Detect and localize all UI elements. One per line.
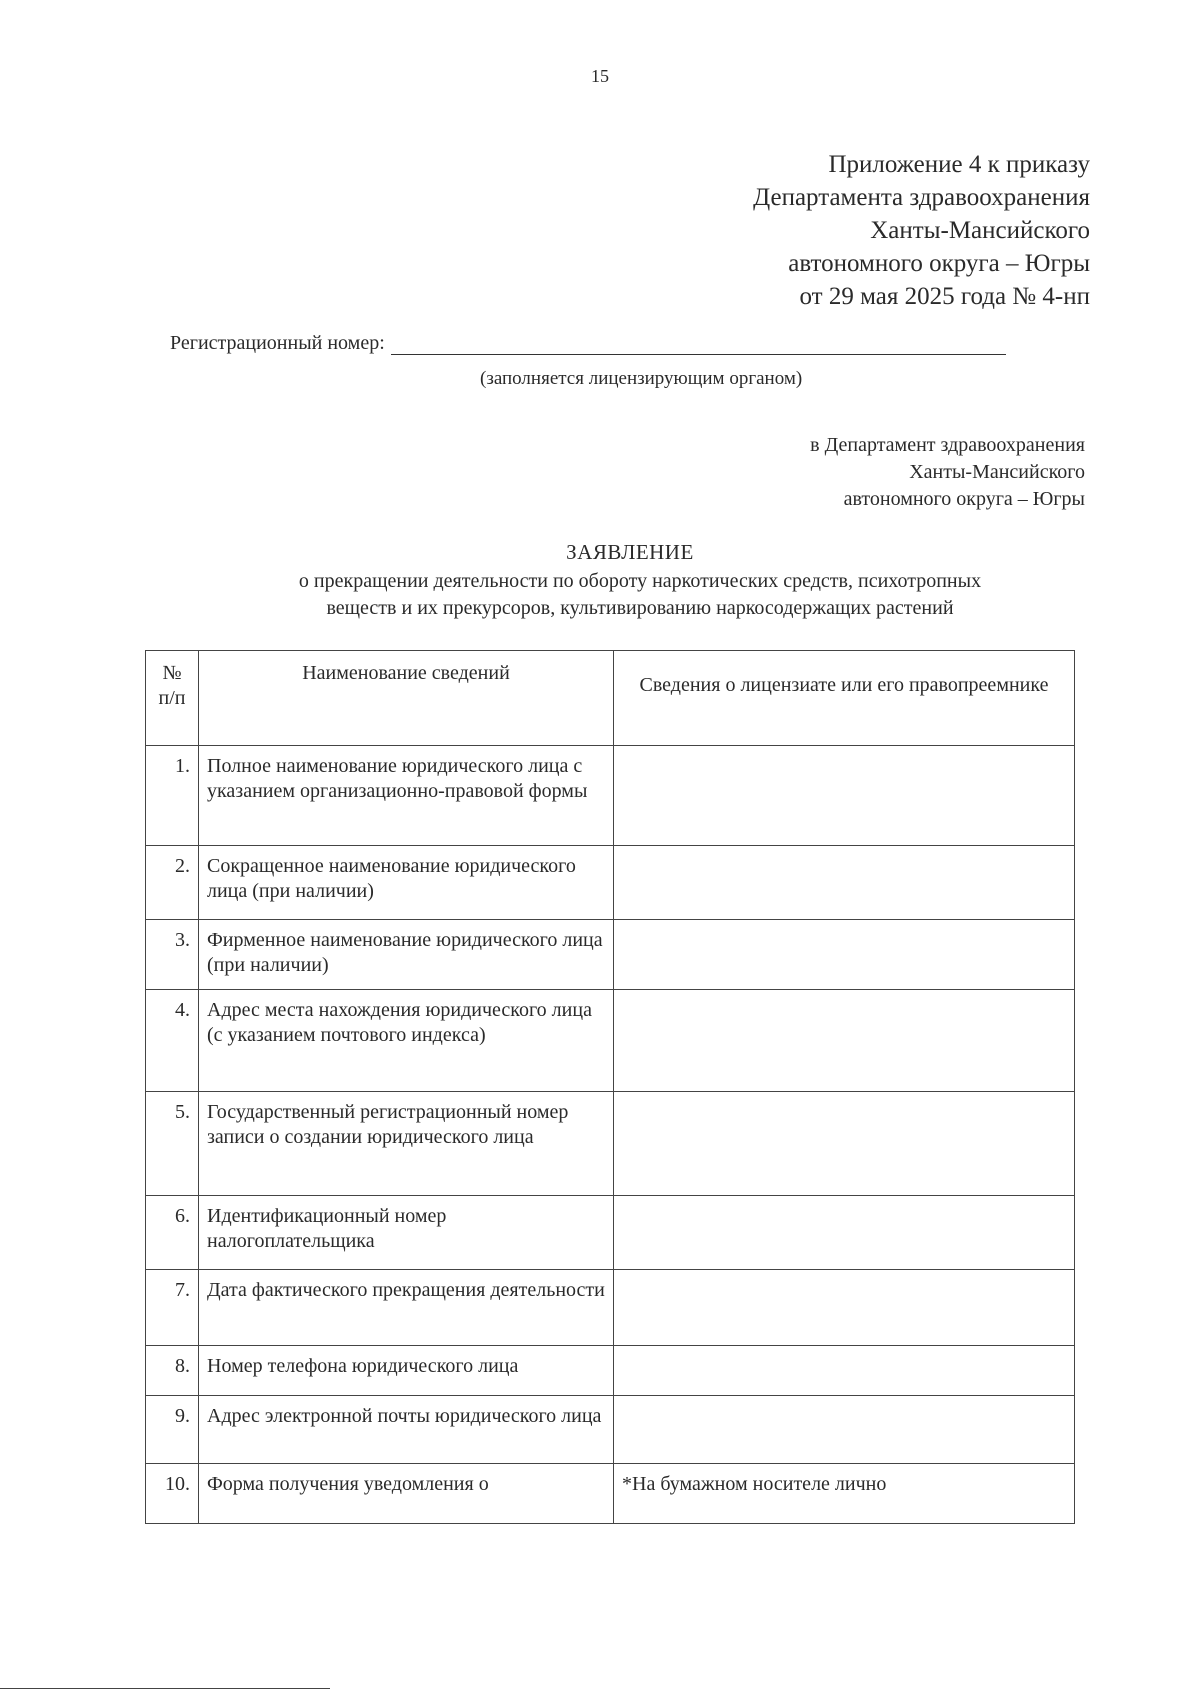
row-name: Адрес электронной почты юридического лица (199, 1396, 614, 1464)
row-value[interactable] (614, 1092, 1075, 1196)
row-name: Фирменное наименование юридического лица (при наличии) (199, 920, 614, 990)
row-name: Адрес места нахождения юридического лица (с указанием почтового индекса) (199, 990, 614, 1092)
table-row (146, 1464, 1075, 1524)
registration-number-field[interactable] (391, 334, 1006, 355)
subtitle-line: о прекращении деятельности по обороту наркотических средств, психотропных (298, 570, 982, 592)
row-number: 4. (146, 990, 199, 1092)
header-num: № п/п (146, 651, 199, 746)
row-number: 8. (146, 1346, 199, 1396)
table-row (146, 990, 1075, 1092)
registration-note: (заполняется лицензирующим органом) (480, 368, 803, 389)
row-name: Сокращенное наименование юридического лица (при наличии) (199, 846, 614, 920)
row-number: 7. (146, 1270, 199, 1346)
page-number: 15 (591, 66, 609, 86)
row-number: 9. (146, 1396, 199, 1464)
document-subtitle (190, 568, 1090, 622)
row-number: 3. (146, 920, 199, 990)
row-value[interactable] (614, 746, 1075, 846)
appendix-line: Приложение 4 к приказу (828, 151, 1090, 178)
row-number: 6. (146, 1196, 199, 1270)
info-table (145, 650, 1075, 1524)
appendix-line: Департамента здравоохранения (753, 184, 1090, 211)
row-name: Государственный регистрационный номер записи о создании юридического лица (199, 1092, 614, 1196)
recipient-line: Ханты-Мансийского (909, 461, 1085, 483)
header-value: Сведения о лицензиате или его правопреемнике (614, 651, 1075, 746)
table-row (146, 1196, 1075, 1270)
recipient-block (810, 432, 1085, 513)
table-row (146, 1346, 1075, 1396)
footnote-divider (0, 1688, 330, 1689)
row-number: 5. (146, 1092, 199, 1196)
row-name: Идентификационный номер налогоплательщика (199, 1196, 614, 1270)
registration-number-label: Регистрационный номер: (170, 332, 385, 354)
row-value[interactable] (614, 1346, 1075, 1396)
table-row (146, 1396, 1075, 1464)
table-row (146, 746, 1075, 846)
row-name: Номер телефона юридического лица (199, 1346, 614, 1396)
appendix-block (753, 148, 1090, 313)
row-name: Дата фактического прекращения деятельности (199, 1270, 614, 1346)
row-number: 10. (146, 1464, 199, 1524)
row-value[interactable]: *На бумажном носителе лично (614, 1464, 1075, 1524)
table-row (146, 920, 1075, 990)
row-name: Полное наименование юридического лица с указанием организационно-правовой формы (199, 746, 614, 846)
row-value[interactable] (614, 1196, 1075, 1270)
row-name: Форма получения уведомления о (199, 1464, 614, 1524)
recipient-line: в Департамент здравоохранения (810, 434, 1085, 456)
table-row (146, 1270, 1075, 1346)
appendix-line: автономного округа – Югры (788, 250, 1090, 277)
row-value[interactable] (614, 1396, 1075, 1464)
row-value[interactable] (614, 920, 1075, 990)
table-row (146, 846, 1075, 920)
subtitle-line: веществ и их прекурсоров, культивированию наркосодержащих растений (326, 597, 954, 619)
document-title: ЗАЯВЛЕНИЕ (566, 540, 694, 564)
row-value[interactable] (614, 990, 1075, 1092)
appendix-line: от 29 мая 2025 года № 4-нп (799, 283, 1090, 310)
recipient-line: автономного округа – Югры (843, 488, 1085, 510)
row-number: 1. (146, 746, 199, 846)
appendix-line: Ханты-Мансийского (870, 217, 1090, 244)
table-header-row (146, 651, 1075, 746)
header-name: Наименование сведений (199, 651, 614, 746)
row-number: 2. (146, 846, 199, 920)
registration-number-row (170, 332, 1006, 355)
row-value[interactable] (614, 1270, 1075, 1346)
row-value[interactable] (614, 846, 1075, 920)
table-row (146, 1092, 1075, 1196)
